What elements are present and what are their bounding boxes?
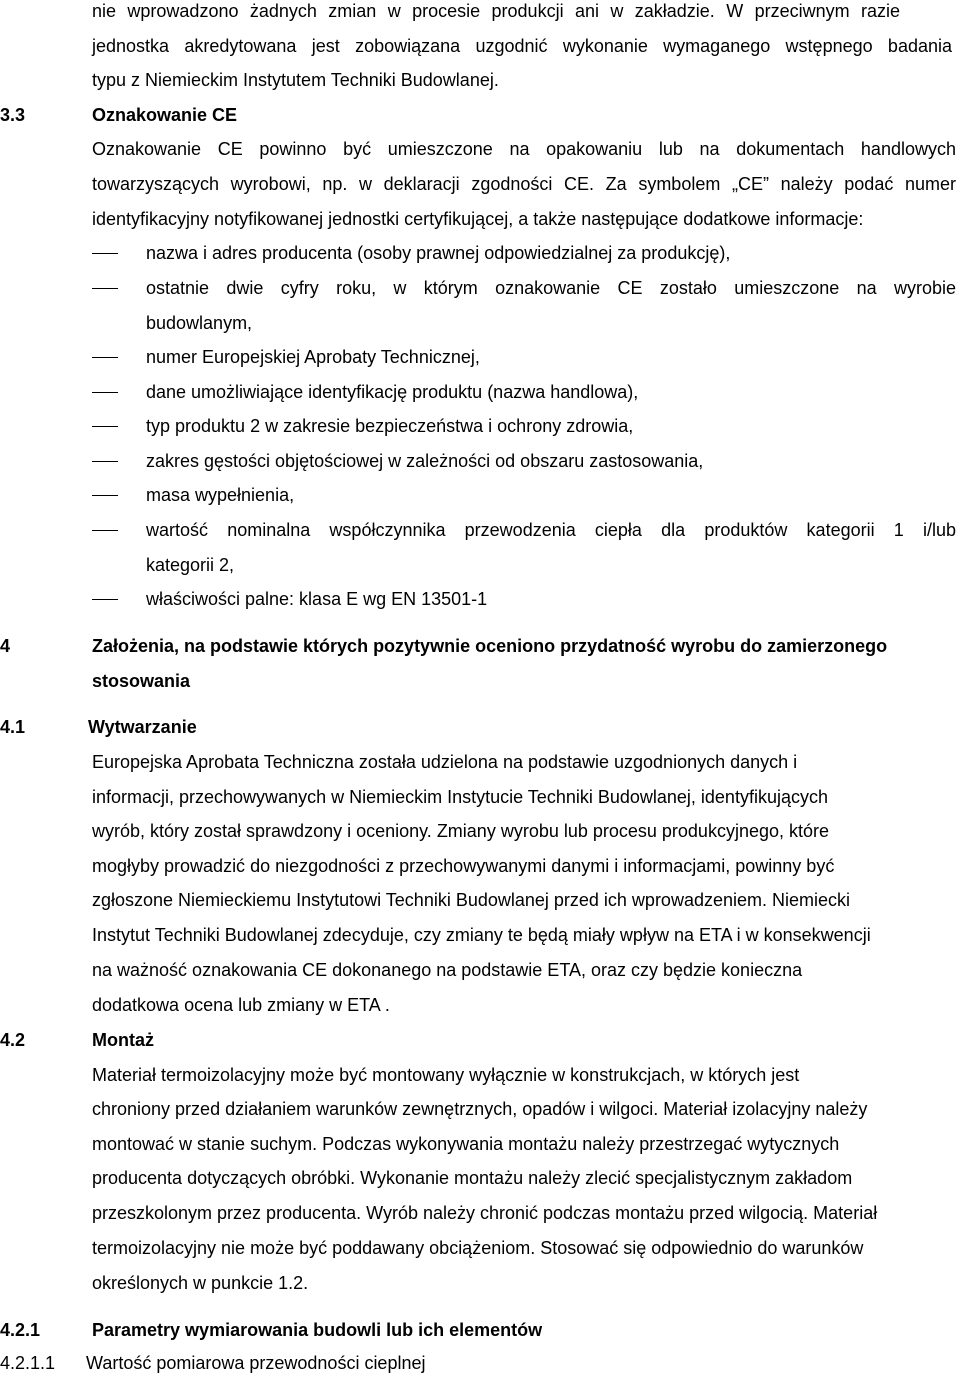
intro-line: nie wprowadzono żadnych zmian w procesie produkcji ani w zakładzie. W przeciwnym razie — [92, 1, 900, 21]
intro-line: jednostka akredytowana jest zobowiązana uzgodnić wykonanie wymaganego wstępnego badania — [92, 36, 952, 56]
section-number: 3.3 — [0, 105, 26, 125]
list-item-continuation: budowlanym, — [146, 313, 253, 333]
paragraph-line: wyrób, który został sprawdzony i oceniony. Zmiany wyrobu lub procesu produkcyjnego, które — [92, 821, 830, 841]
dash-bullet-icon — [92, 530, 118, 531]
list-item: typ produktu 2 w zakresie bezpieczeństwa i ochrony zdrowia, — [146, 416, 634, 436]
paragraph-line: zgłoszone Niemieckiemu Instytutowi Techniki Budowlanej przed ich wprowadzeniem. Niemiecki — [92, 890, 851, 910]
section-number: 4.2.1.1 — [0, 1353, 56, 1373]
list-item: zakres gęstości objętościowej w zależności od obszaru zastosowania, — [146, 451, 704, 471]
section-number: 4.1 — [0, 717, 26, 737]
paragraph-line: na ważność oznakowania CE dokonanego na podstawie ETA, oraz czy będzie konieczna — [92, 960, 803, 980]
paragraph-line: informacji, przechowywanych w Niemieckim Instytucie Techniki Budowlanej, identyfikujących — [92, 787, 828, 807]
section-title: Oznakowanie CE — [92, 105, 238, 125]
list-item: numer Europejskiej Aprobaty Technicznej, — [146, 347, 480, 367]
dash-bullet-icon — [92, 253, 118, 254]
section-number: 4 — [0, 636, 11, 656]
paragraph-line: mogłyby prowadzić do niezgodności z przechowywanymi danymi i informacjami, powinny być — [92, 856, 835, 876]
list-item: ostatnie dwie cyfry roku, w którym oznakowanie CE zostało umieszczone na wyrobie — [146, 278, 956, 298]
dash-bullet-icon — [92, 357, 118, 358]
paragraph-line: identyfikacyjny notyfikowanej jednostki certyfikującej, a także następujące dodatkowe informacje: — [92, 209, 864, 229]
paragraph-line: termoizolacyjny nie może być poddawany obciążeniom. Stosować się odpowiednio do warunków — [92, 1238, 864, 1258]
paragraph-line: chroniony przed działaniem warunków zewnętrznych, opadów i wilgoci. Materiał izolacyjny należy — [92, 1099, 868, 1119]
list-item-continuation: kategorii 2, — [146, 555, 235, 575]
paragraph-line: producenta dotyczących obróbki. Wykonanie montażu należy zlecić specjalistycznym zakładom — [92, 1168, 853, 1188]
paragraph-line: Instytut Techniki Budowlanej zdecyduje, czy zmiany te będą miały wpływ na ETA i w konsekwencji — [92, 925, 871, 945]
paragraph-line: przeszkolonym przez producenta. Wyrób należy chronić podczas montażu przed wilgocią. Materiał — [92, 1203, 878, 1223]
section-number: 4.2 — [0, 1030, 26, 1050]
section-number: 4.2.1 — [0, 1320, 41, 1340]
paragraph-line: Oznakowanie CE powinno być umieszczone na opakowaniu lub na dokumentach handlowych — [92, 139, 956, 159]
section-title: stosowania — [92, 671, 191, 691]
list-item: dane umożliwiające identyfikację produktu (nazwa handlowa), — [146, 382, 639, 402]
section-title: Montaż — [92, 1030, 154, 1050]
intro-line: typu z Niemieckim Instytutem Techniki Budowlanej. — [92, 70, 499, 90]
dash-bullet-icon — [92, 495, 118, 496]
list-item: wartość nominalna współczynnika przewodzenia ciepła dla produktów kategorii 1 i/lub — [146, 520, 956, 540]
dash-bullet-icon — [92, 461, 118, 462]
list-item: nazwa i adres producenta (osoby prawnej odpowiedzialnej za produkcję), — [146, 243, 731, 263]
section-title: Wytwarzanie — [88, 717, 197, 737]
dash-bullet-icon — [92, 426, 118, 427]
dash-bullet-icon — [92, 288, 118, 289]
section-title: Parametry wymiarowania budowli lub ich elementów — [92, 1320, 543, 1340]
list-item: masa wypełnienia, — [146, 485, 295, 505]
dash-bullet-icon — [92, 392, 118, 393]
paragraph-line: towarzyszących wyrobowi, np. w deklaracji zgodności CE. Za symbolem „CE” należy podać numer — [92, 174, 956, 194]
paragraph-line: Europejska Aprobata Techniczna została udzielona na podstawie uzgodnionych danych i — [92, 752, 798, 772]
section-title: Założenia, na podstawie których pozytywnie oceniono przydatność wyrobu do zamierzonego — [92, 636, 888, 656]
paragraph-line: dodatkowa ocena lub zmiany w ETA . — [92, 995, 390, 1015]
dash-bullet-icon — [92, 599, 118, 600]
list-item: właściwości palne: klasa E wg EN 13501-1 — [146, 589, 488, 609]
paragraph-line: określonych w punkcie 1.2. — [92, 1273, 309, 1293]
section-title: Wartość pomiarowa przewodności cieplnej — [86, 1353, 426, 1373]
paragraph-line: Materiał termoizolacyjny może być montowany wyłącznie w konstrukcjach, w których jest — [92, 1065, 800, 1085]
paragraph-line: montować w stanie suchym. Podczas wykonywania montażu należy przestrzegać wytycznych — [92, 1134, 840, 1154]
